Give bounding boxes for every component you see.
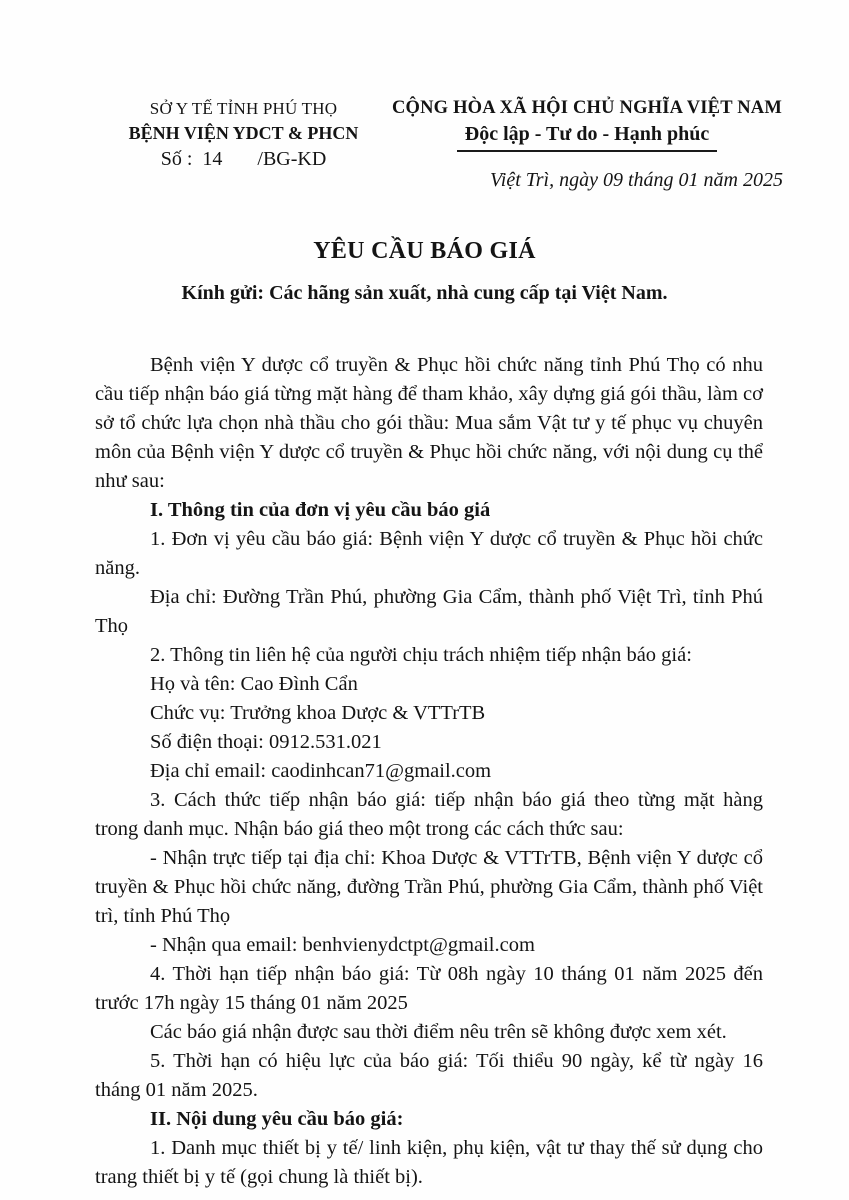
paragraph-late-note: Các báo giá nhận được sau thời điểm nêu trên sẽ không được xem xét. xyxy=(150,1021,727,1043)
paragraph-method-email: - Nhận qua email: benhvienydctpt@gmail.com xyxy=(150,934,535,956)
national-title: CỘNG HÒA XÃ HỘI CHỦ NGHĨA VIỆT NAM xyxy=(391,98,783,118)
parent-org-name: SỞ Y TẾ TỈNH PHÚ THỌ xyxy=(149,99,338,118)
paragraph-item-1-list: 1. Danh mục thiết bị y tế/ linh kiện, phụ kiện, vật tư thay thế sử dụng cho trang thiết bị y tế (gọi chung là thiết bị). xyxy=(95,1137,763,1188)
paragraph-item-1-unit: 1. Đơn vị yêu cầu báo giá: Bệnh viện Y dược cổ truyền & Phục hồi chức năng. xyxy=(95,528,763,579)
paragraph-item-3-method: 3. Cách thức tiếp nhận báo giá: tiếp nhận báo giá theo từng mặt hàng trong danh mục. Nhận báo giá theo một trong các cách thức sau: xyxy=(95,789,763,840)
paragraph-item-5-validity: 5. Thời hạn có hiệu lực của báo giá: Tối thiểu 90 ngày, kể từ ngày 16 tháng 01 năm 2025. xyxy=(95,1050,763,1101)
paragraph-contact-position: Chức vụ: Trưởng khoa Dược & VTTrTB xyxy=(150,702,486,724)
paragraph-item-2-contact: 2. Thông tin liên hệ của người chịu trách nhiệm tiếp nhận báo giá: xyxy=(150,644,692,666)
org-name: BỆNH VIỆN YDCT & PHCN xyxy=(128,123,359,143)
salutation: Kính gửi: Các hãng sản xuất, nhà cung cấp tại Việt Nam. xyxy=(181,282,668,304)
document-number: Số : 14 /BG-KD xyxy=(160,148,327,170)
paragraph-contact-email: Địa chỉ email: caodinhcan71@gmail.com xyxy=(150,760,492,782)
paragraph-contact-phone: Số điện thoại: 0912.531.021 xyxy=(150,731,382,753)
paragraph-address: Địa chỉ: Đường Trần Phú, phường Gia Cẩm, thành phố Việt Trì, tỉnh Phú Thọ xyxy=(95,586,763,637)
issuing-org-block xyxy=(106,96,381,193)
document-body xyxy=(95,351,763,1192)
paragraph-item-4-deadline: 4. Thời hạn tiếp nhận báo giá: Từ 08h ngày 10 tháng 01 năm 2025 đến trước 17h ngày 15 tháng 01 năm 2025 xyxy=(95,963,763,1014)
paragraph-method-direct: - Nhận trực tiếp tại địa chỉ: Khoa Dược & VTTrTB, Bệnh viện Y dược cổ truyền & Phục hồi chức năng, đường Trần Phú, phường Gia Cẩm, thành phố Việt trì, tỉnh Phú Thọ xyxy=(95,847,763,927)
national-header-block xyxy=(387,96,787,193)
motto-wrap xyxy=(387,120,787,152)
section-ii-heading: II. Nội dung yêu cầu báo giá: xyxy=(150,1108,404,1130)
national-motto: Độc lập - Tư do - Hạnh phúc xyxy=(457,120,717,152)
section-i-heading: I. Thông tin của đơn vị yêu cầu báo giá xyxy=(150,499,491,521)
place-dateline: Việt Trì, ngày 09 tháng 01 năm 2025 xyxy=(490,169,783,191)
letterhead xyxy=(106,96,787,193)
paragraph-contact-name: Họ và tên: Cao Đình Cẩn xyxy=(150,673,358,695)
document-title: YÊU CẦU BÁO GIÁ xyxy=(313,238,536,264)
paragraph-intro: Bệnh viện Y dược cổ truyền & Phục hồi chức năng tỉnh Phú Thọ có nhu cầu tiếp nhận báo giá từng mặt hàng để tham khảo, xây dựng giá gói thầu, làm cơ sở tổ chức lựa chọn nhà thầu cho gói thầu: Mua sắm Vật tư y tế phục vụ chuyên môn của Bệnh viện Y dược cổ truyền & Phục hồi chức năng, với nội dung cụ thể như sau: xyxy=(95,354,763,492)
